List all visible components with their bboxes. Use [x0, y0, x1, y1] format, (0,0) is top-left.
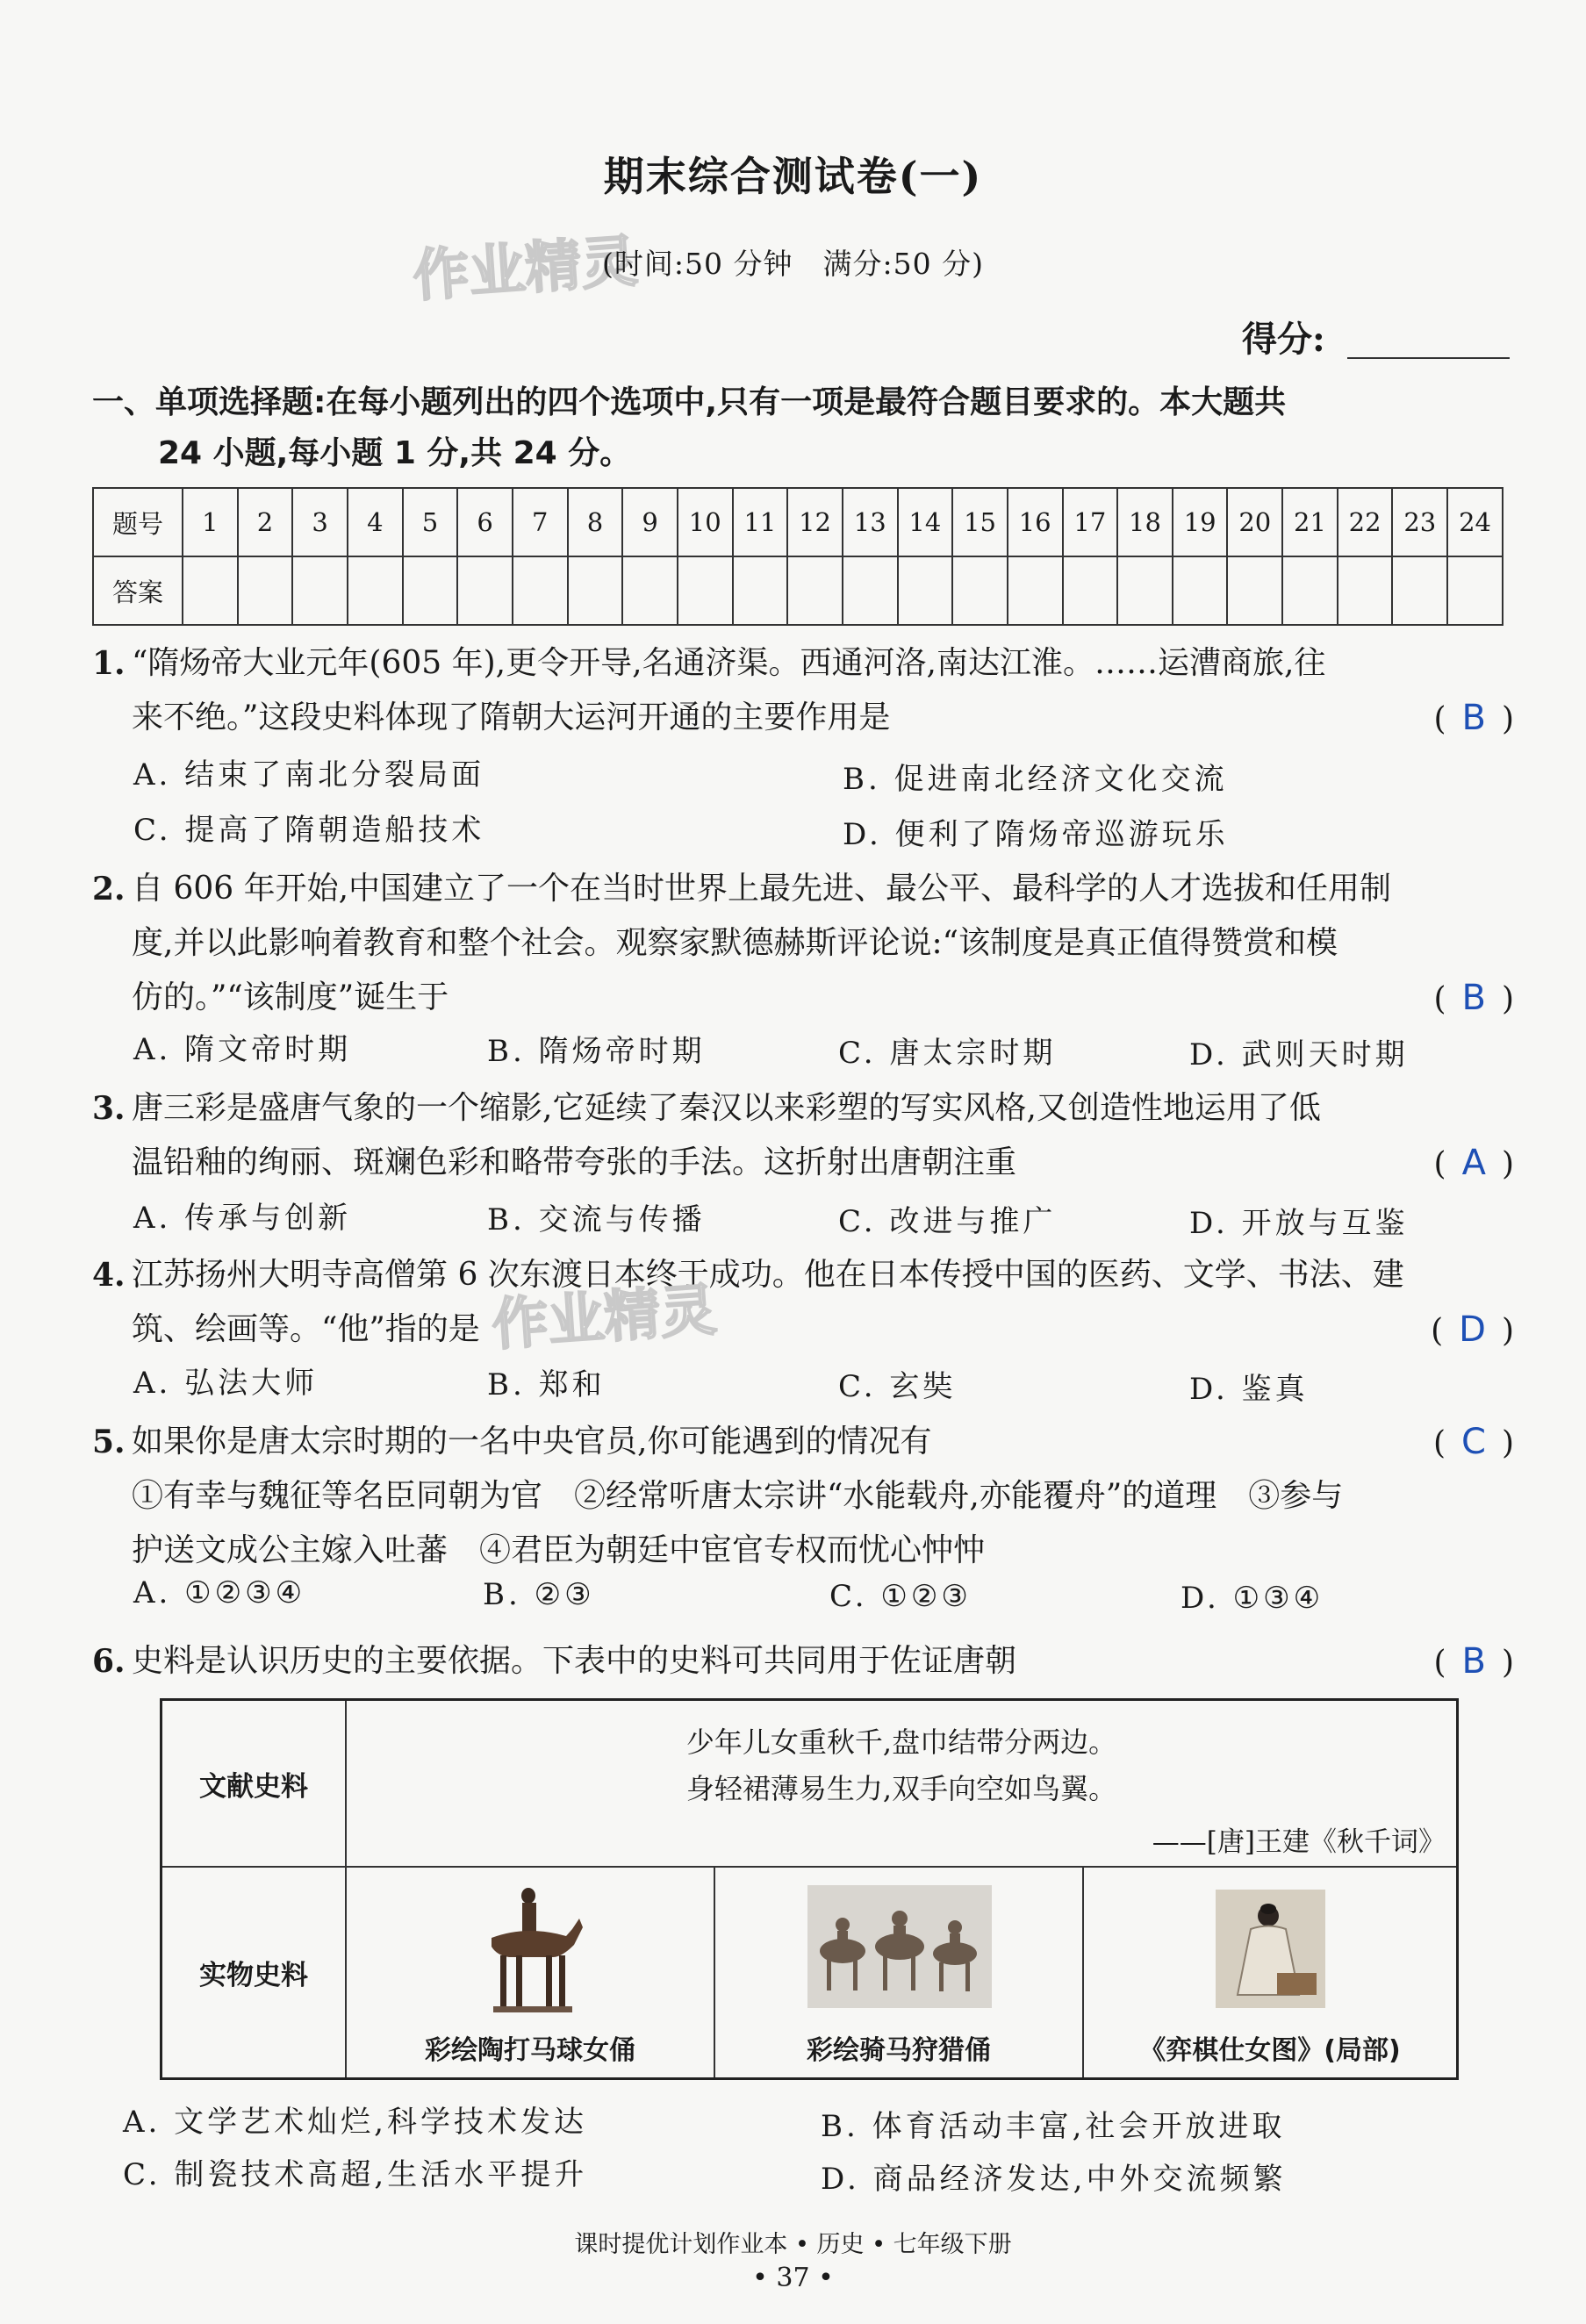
question-number-cell: 2: [238, 488, 293, 556]
question-number-cell: 1: [183, 488, 238, 556]
question-number-cell: 12: [787, 488, 843, 556]
answer-cell[interactable]: [1008, 556, 1063, 625]
answer-letter: B: [1461, 978, 1486, 1018]
score-blank[interactable]: [1347, 357, 1510, 359]
question-line: ①有幸与魏征等名臣同朝为官 ②经常听唐太宗讲“水能载舟,亦能覆舟”的道理 ③参与: [132, 1478, 1344, 1514]
option-c[interactable]: C. 唐太宗时期: [838, 1036, 1057, 1071]
question-number-cell: 13: [843, 488, 898, 556]
question-number-cell: 6: [457, 488, 513, 556]
question-number: 1.: [92, 645, 126, 682]
answer-bracket: ( D ): [1431, 1309, 1514, 1350]
answer-cell[interactable]: [1338, 556, 1393, 625]
question-3: [92, 1081, 1514, 1190]
answer-letter: B: [1461, 1641, 1486, 1682]
answer-bracket: ( A ): [1433, 1143, 1514, 1183]
answer-cell[interactable]: [183, 556, 238, 625]
hunting-figurines-image: [807, 1885, 992, 2008]
watermark: 作业精灵: [490, 1278, 719, 1359]
option-a[interactable]: A. 结束了南北分裂局面: [133, 757, 485, 793]
question-number-cell: 9: [622, 488, 678, 556]
watermark: 作业精灵: [411, 229, 640, 310]
option-b[interactable]: B. 郑和: [487, 1367, 606, 1402]
artifact-caption: 《弈棋仕女图》(局部): [1139, 2035, 1401, 2066]
answer-bracket: ( B ): [1433, 698, 1514, 738]
option-d[interactable]: D. 鉴真: [1189, 1372, 1309, 1407]
answer-bracket: ( B ): [1433, 978, 1514, 1018]
option-b[interactable]: B. 隋炀帝时期: [487, 1034, 706, 1069]
option-c[interactable]: C. 玄奘: [838, 1369, 957, 1404]
option-d[interactable]: D. ①③④: [1181, 1581, 1324, 1616]
section-heading: [92, 377, 1514, 479]
answer-cell[interactable]: [403, 556, 458, 625]
option-a[interactable]: A. 传承与创新: [133, 1201, 352, 1236]
question-number-cell: 24: [1447, 488, 1503, 556]
question-line: 如果你是唐太宗时期的一名中央官员,你可能遇到的情况有: [132, 1424, 932, 1460]
answer-cell[interactable]: [568, 556, 623, 625]
question-number-cell: 5: [403, 488, 458, 556]
question-1: [92, 636, 1514, 745]
answer-table-row-label: 题号: [93, 488, 183, 556]
poem-source: ——[唐]王建《秋千词》: [1152, 1826, 1446, 1858]
answer-cell[interactable]: [513, 556, 568, 625]
answer-table-answer-row: [93, 556, 1503, 625]
poem-line: 少年儿女重秋千,盘巾结带分两边。: [685, 1725, 1117, 1759]
answer-cell[interactable]: [1117, 556, 1173, 625]
question-line: 筑、绘画等。“他”指的是: [132, 1311, 480, 1347]
question-number-cell: 15: [952, 488, 1008, 556]
question-number-cell: 23: [1392, 488, 1447, 556]
question-number: 3.: [92, 1090, 126, 1127]
question-number-cell: 4: [348, 488, 403, 556]
option-d[interactable]: D. 开放与互鉴: [1189, 1206, 1409, 1241]
option-b[interactable]: B. 促进南北经济文化交流: [843, 762, 1228, 797]
answer-cell[interactable]: [898, 556, 953, 625]
question-line: 温铅釉的绚丽、斑斓色彩和略带夸张的手法。这折射出唐朝注重: [132, 1144, 1017, 1180]
answer-cell[interactable]: [622, 556, 678, 625]
artifact-cell: [347, 1868, 715, 2077]
question-number: 5.: [92, 1424, 126, 1460]
answer-letter: C: [1461, 1422, 1486, 1462]
poem-line: 身轻裙薄易生力,双手向空如鸟翼。: [685, 1772, 1117, 1805]
answer-cell[interactable]: [1392, 556, 1447, 625]
answer-cell[interactable]: [733, 556, 788, 625]
option-c[interactable]: C. 改进与推广: [838, 1204, 1057, 1239]
answer-cell[interactable]: [348, 556, 403, 625]
option-b[interactable]: B. 体育活动丰富,社会开放进取: [821, 2109, 1286, 2144]
answer-cell[interactable]: [238, 556, 293, 625]
question-number-cell: 21: [1282, 488, 1338, 556]
answer-bracket: ( C ): [1432, 1422, 1514, 1462]
question-number-cell: 17: [1063, 488, 1118, 556]
question-number-cell: 16: [1008, 488, 1063, 556]
artifact-caption: 彩绘骑马狩猎俑: [807, 2035, 991, 2066]
question-number-cell: 20: [1227, 488, 1282, 556]
answer-cell[interactable]: [1282, 556, 1338, 625]
answer-cell[interactable]: [1447, 556, 1503, 625]
artifact-cell: [715, 1868, 1084, 2077]
answer-cell[interactable]: [843, 556, 898, 625]
option-b[interactable]: B. ②③: [483, 1577, 595, 1612]
option-a[interactable]: A. 文学艺术灿烂,科学技术发达: [123, 2105, 587, 2140]
polo-figurine-image: [474, 1876, 588, 2017]
question-number: 6.: [92, 1643, 126, 1680]
artifact-cell: [1084, 1868, 1456, 2077]
question-line: 江苏扬州大明寺高僧第 6 次东渡日本终于成功。他在日本传授中国的医药、文学、书法、建: [132, 1257, 1404, 1293]
exam-subtitle: (时间:50 分钟 满分:50 分): [602, 247, 984, 281]
question-line: 史料是认识历史的主要依据。下表中的史料可共同用于佐证唐朝: [132, 1643, 1017, 1679]
question-number: 2.: [92, 871, 126, 907]
question-line: 度,并以此影响着教育和整个社会。观察家默德赫斯评论说:“该制度是真正值得赞赏和模: [132, 925, 1338, 961]
option-c[interactable]: C. ①②③: [829, 1579, 972, 1614]
document-source-label: 文献史料: [162, 1701, 347, 1868]
question-number-cell: 7: [513, 488, 568, 556]
section-heading-line2: 24 小题,每小题 1 分,共 24 分。: [158, 435, 632, 471]
answer-table-number-row: [93, 488, 1503, 556]
option-a[interactable]: A. 弘法大师: [133, 1366, 319, 1401]
artifact-caption: 彩绘陶打马球女俑: [425, 2035, 635, 2066]
question-line: 唐三彩是盛唐气象的一个缩影,它延续了秦汉以来彩塑的写实风格,又创造性地运用了低: [132, 1090, 1321, 1126]
option-a[interactable]: A. 隋文帝时期: [133, 1032, 352, 1067]
answer-cell[interactable]: [1173, 556, 1228, 625]
source-table: [160, 1698, 1459, 2080]
question-line: 自 606 年开始,中国建立了一个在当时世界上最先进、最公平、最科学的人才选拔和任用制: [132, 871, 1392, 907]
question-number-cell: 18: [1117, 488, 1173, 556]
answer-cell[interactable]: [952, 556, 1008, 625]
question-line: 护送文成公主嫁入吐蕃 ④君臣为朝廷中宦官专权而忧心忡忡: [132, 1532, 986, 1568]
score-label: 得分:: [1242, 319, 1325, 360]
question-line: 来不绝。”这段史料体现了隋朝大运河开通的主要作用是: [132, 699, 891, 735]
page-number: • 37 •: [752, 2263, 834, 2293]
page-title: 期末综合测试卷(一): [603, 153, 983, 200]
painting-image: [1216, 1890, 1325, 2008]
option-d[interactable]: D. 商品经济发达,中外交流频繁: [821, 2162, 1287, 2197]
question-number-cell: 3: [292, 488, 348, 556]
question-number-cell: 8: [568, 488, 623, 556]
poem-cell: [347, 1701, 1456, 1868]
question-number: 4.: [92, 1257, 126, 1294]
option-a[interactable]: A. ①②③④: [133, 1575, 306, 1610]
option-c[interactable]: C. 提高了隋朝造船技术: [133, 813, 485, 848]
question-number-cell: 22: [1338, 488, 1393, 556]
option-b[interactable]: B. 交流与传播: [487, 1202, 706, 1237]
option-d[interactable]: D. 便利了隋炀帝巡游玩乐: [843, 817, 1229, 852]
answer-letter: D: [1459, 1309, 1486, 1350]
question-5: [92, 1415, 1514, 1578]
question-number-cell: 14: [898, 488, 953, 556]
question-line: 仿的。”“该制度”诞生于: [132, 979, 449, 1015]
answer-bracket: ( B ): [1433, 1641, 1514, 1682]
question-6: [92, 1634, 1514, 1689]
section-heading-line1: 一、单项选择题:在每小题列出的四个选项中,只有一项是最符合题目要求的。本大题共: [92, 384, 1287, 420]
question-number-cell: 19: [1173, 488, 1228, 556]
option-d[interactable]: D. 武则天时期: [1189, 1037, 1409, 1072]
answer-letter: B: [1461, 698, 1486, 738]
answer-cell[interactable]: [1227, 556, 1282, 625]
object-source-label: 实物史料: [162, 1868, 347, 2077]
question-number-cell: 10: [678, 488, 733, 556]
question-number-cell: 11: [733, 488, 788, 556]
answer-cell[interactable]: [457, 556, 513, 625]
question-4: [92, 1248, 1514, 1357]
answer-cell[interactable]: [292, 556, 348, 625]
answer-letter: A: [1461, 1143, 1486, 1183]
answer-table-row-label: 答案: [93, 556, 183, 625]
question-line: “隋炀帝大业元年(605 年),更令开导,名通济渠。西通河洛,南达江淮。……运漕商旅,往: [132, 645, 1326, 681]
answer-table: [92, 487, 1503, 626]
answer-cell[interactable]: [678, 556, 733, 625]
answer-cell[interactable]: [1063, 556, 1118, 625]
option-c[interactable]: C. 制瓷技术高超,生活水平提升: [123, 2157, 588, 2192]
question-2: [92, 862, 1514, 1025]
footer-book-title: 课时提优计划作业本 • 历史 • 七年级下册: [574, 2231, 1012, 2258]
answer-cell[interactable]: [787, 556, 843, 625]
